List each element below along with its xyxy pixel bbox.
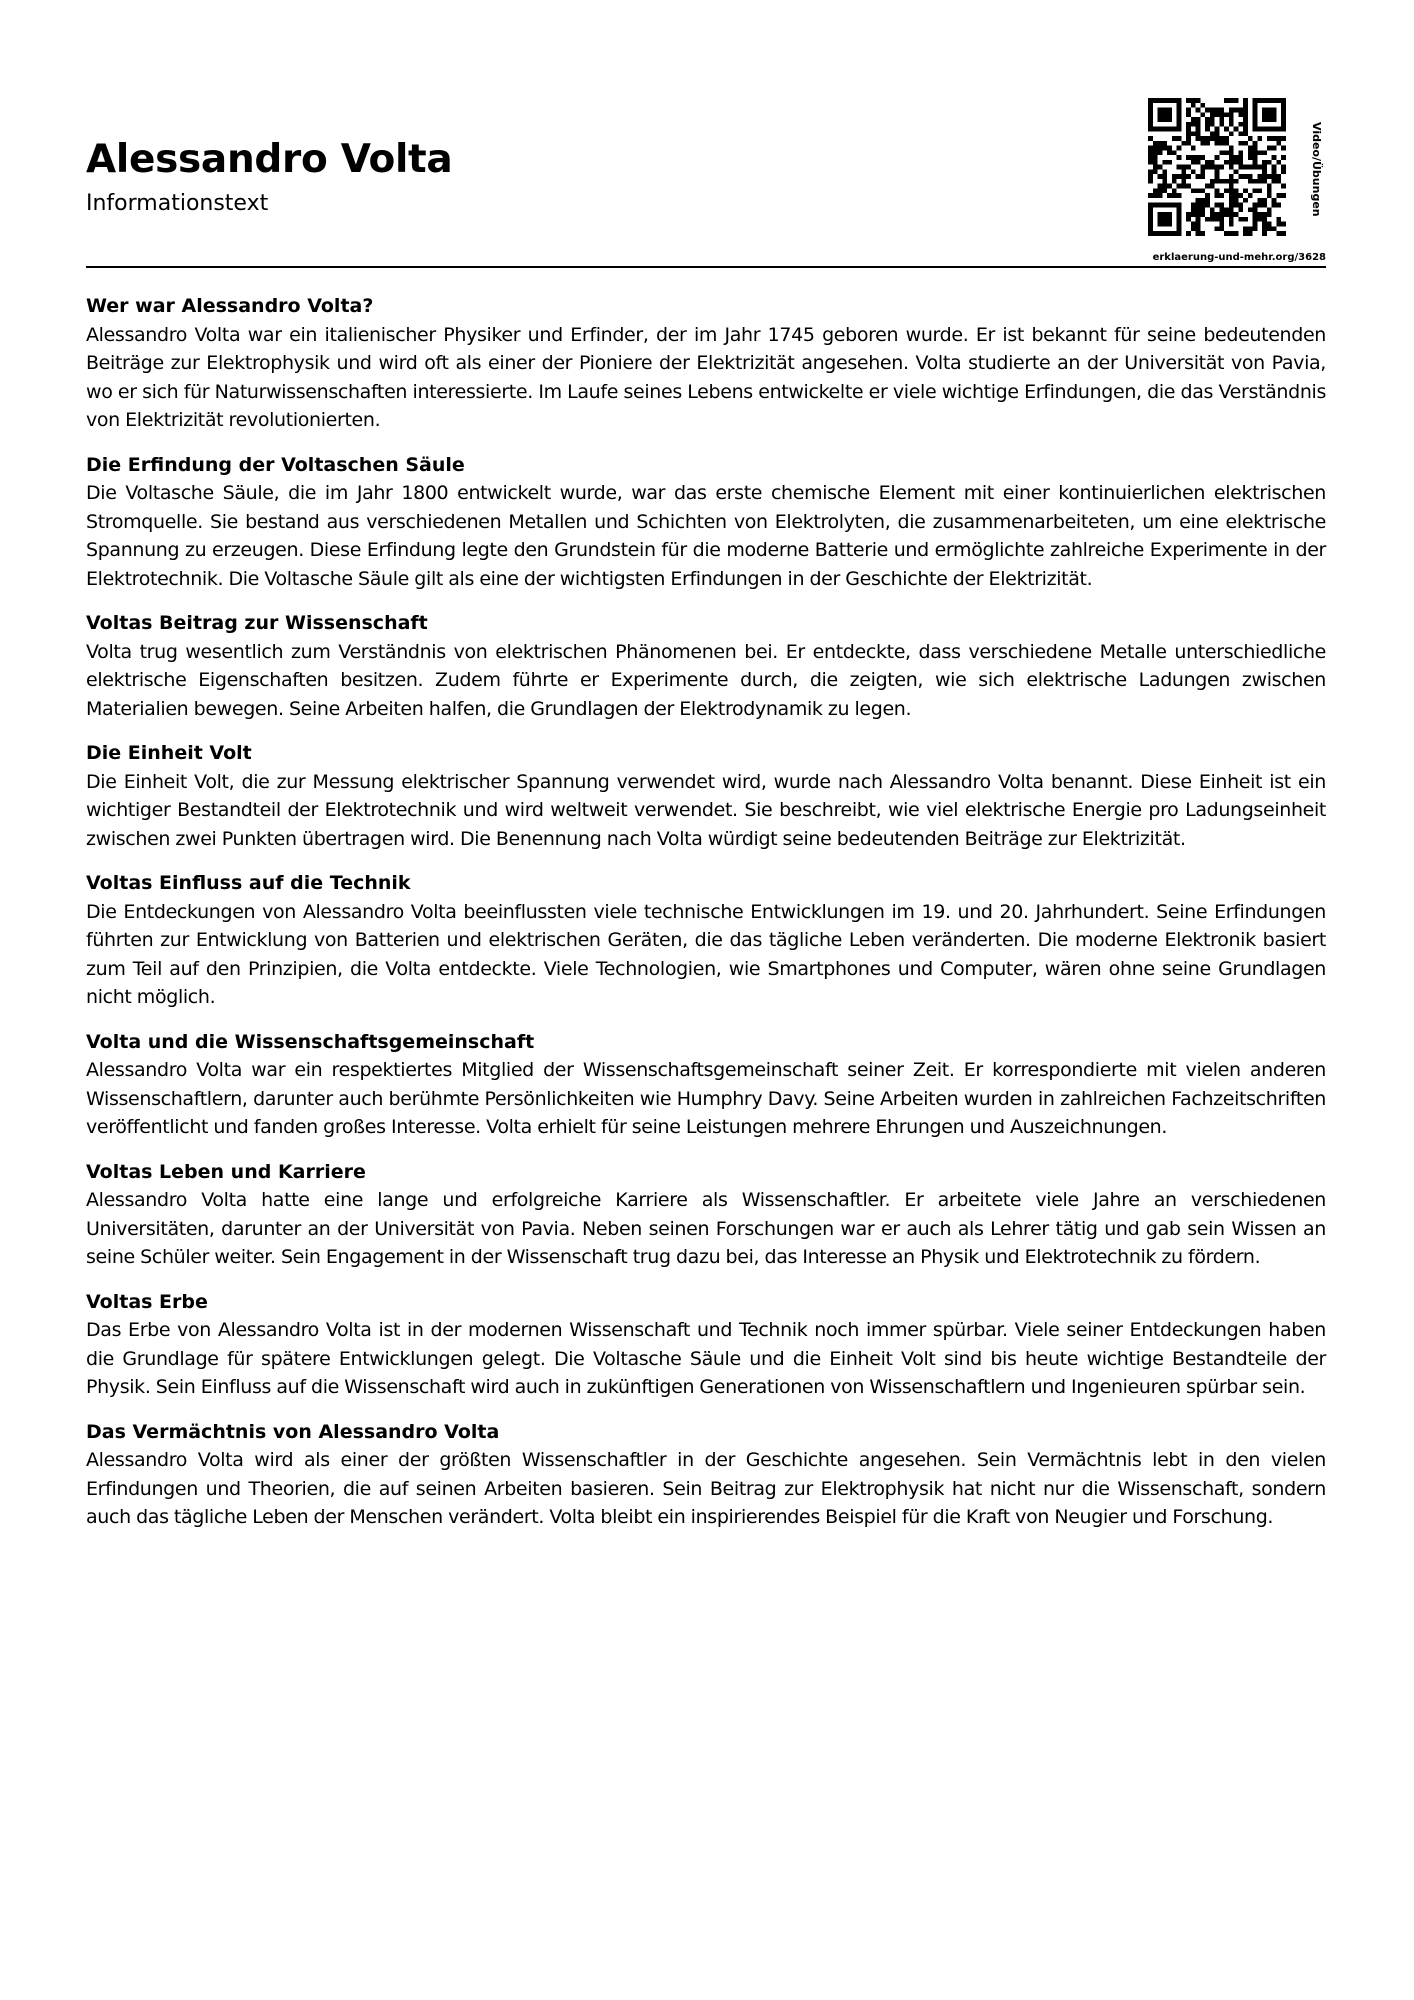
section-heading: Das Vermächtnis von Alessandro Volta xyxy=(86,1420,500,1443)
section-text: Die Einheit Volt, die zur Messung elektrischer Spannung verwendet wird, wurde nach Alessandro Volta benannt. Diese Einheit ist ein wichtiger Bestandteil der Elektrotechnik und wird weltweit verwendet. Sie beschreibt, wie viel elektrische Energie pro Ladungseinheit zwischen zwei Punkten übertragen wird. Die Benennung nach Volta würdigt seine bedeutenden Beiträge zur Elektrizität. xyxy=(86,770,1326,850)
section-text: Alessandro Volta war ein italienischer Physiker und Erfinder, der im Jahr 1745 geboren wurde. Er ist bekannt für seine bedeutenden Beiträge zur Elektrophysik und wird oft als einer der Pioniere der Elektrizität angesehen. Volta studierte an der Universität von Pavia, wo er sich für Naturwissenschaften interessierte. Im Laufe seines Lebens entwickelte er viele wichtige Erfindungen, die das Verständnis von Elektrizität revolutionierten. xyxy=(86,323,1326,431)
source-url[interactable]: erklaerung-und-mehr.org/3628 xyxy=(1152,252,1326,263)
section-text: Volta trug wesentlich zum Verständnis von elektrischen Phänomenen bei. Er entdeckte, dass verschiedene Metalle unterschiedliche elektrische Eigenschaften besitzen. Zudem führte er Experimente durch, die zeigten, wie sich elektrische Ladungen zwischen Materialien bewegen. Seine Arbeiten halfen, die Grundlagen der Elektrodynamik zu legen. xyxy=(86,640,1326,720)
page-title: Alessandro Volta xyxy=(86,137,453,182)
section-legacy xyxy=(86,1418,1326,1532)
page-header xyxy=(86,0,1326,268)
qr-code-graphic xyxy=(1148,98,1286,236)
section-heading: Die Einheit Volt xyxy=(86,742,252,764)
section-scientific-community xyxy=(86,1028,1326,1142)
header-divider xyxy=(86,266,1326,268)
section-text: Die Entdeckungen von Alessandro Volta beeinflussten viele technische Entwicklungen im 19. und 20. Jahrhundert. Seine Erfindungen führten zur Entwicklung von Batterien und elektrischen Geräten, die das tägliche Leben veränderten. Die moderne Elektronik basiert zum Teil auf den Prinzipien, die Volta entdeckte. Viele Technologien, wie Smartphones und Computer, wären ohne seine Grundlagen nicht möglich. xyxy=(86,900,1326,1008)
section-life-career xyxy=(86,1158,1326,1272)
info-text-body xyxy=(86,292,1326,1548)
section-influence-technology xyxy=(86,869,1326,1012)
section-heading: Voltas Einfluss auf die Technik xyxy=(86,872,411,894)
video-exercises-label: Video/Übungen xyxy=(1310,122,1323,217)
section-heading: Wer war Alessandro Volta? xyxy=(86,295,374,317)
section-heading: Die Erfindung der Voltaschen Säule xyxy=(86,453,465,476)
section-heading: Voltas Beitrag zur Wissenschaft xyxy=(86,612,428,634)
section-contribution-science xyxy=(86,609,1326,723)
section-voltaic-pile xyxy=(86,451,1326,594)
section-text: Alessandro Volta hatte eine lange und erfolgreiche Karriere als Wissenschaftler. Er arbeitete viele Jahre an verschiedenen Universitäten, darunter an der Universität von Pavia. Neben seinen Forschungen war er auch als Lehrer tätig und gab sein Wissen an seine Schüler weiter. Sein Engagement in der Wissenschaft trug dazu bei, das Interesse an Physik und Elektrotechnik zu fördern. xyxy=(86,1189,1326,1268)
qr-code-icon[interactable] xyxy=(1148,98,1286,236)
section-heading: Voltas Leben und Karriere xyxy=(86,1160,366,1183)
section-heading: Voltas Erbe xyxy=(86,1290,208,1313)
section-unit-volt xyxy=(86,739,1326,853)
page-subtitle: Informationstext xyxy=(86,191,269,216)
section-text: Alessandro Volta war ein respektiertes Mitglied der Wissenschaftsgemeinschaft seiner Zeit. Er korrespondierte mit vielen anderen Wissenschaftlern, darunter auch berühmte Persönlichkeiten wie Humphry Davy. Seine Arbeiten wurden in zahlreichen Fachzeitschriften veröffentlicht und fanden großes Interesse. Volta erhielt für seine Leistungen mehrere Ehrungen und Auszeichnungen. xyxy=(86,1059,1326,1138)
section-text: Die Voltasche Säule, die im Jahr 1800 entwickelt wurde, war das erste chemische Element mit einer kontinuierlichen elektrischen Stromquelle. Sie bestand aus verschiedenen Metallen und Schichten von Elektrolyten, die zusammenarbeiteten, um eine elektrische Spannung zu erzeugen. Diese Erfindung legte den Grundstein für die moderne Batterie und ermöglichte zahlreiche Experimente in der Elektrotechnik. Die Voltasche Säule gilt als eine der wichtigsten Erfindungen in der Geschichte der Elektrizität. xyxy=(86,482,1326,590)
section-text: Das Erbe von Alessandro Volta ist in der modernen Wissenschaft und Technik noch immer spürbar. Viele seiner Entdeckungen haben die Grundlage für spätere Entwicklungen gelegt. Die Voltasche Säule und die Einheit Volt sind bis heute wichtige Bestandteile der Physik. Sein Einfluss auf die Wissenschaft wird auch in zukünftigen Generationen von Wissenschaftlern und Ingenieuren spürbar sein. xyxy=(86,1319,1326,1398)
section-who-was-volta xyxy=(86,292,1326,435)
section-text: Alessandro Volta wird als einer der größten Wissenschaftler in der Geschichte angesehen. Sein Vermächtnis lebt in den vielen Erfindungen und Theorien, die auf seinen Arbeiten basieren. Sein Beitrag zur Elektrophysik hat nicht nur die Wissenschaft, sondern auch das tägliche Leben der Menschen verändert. Volta bleibt ein inspirierendes Beispiel für die Kraft von Neugier und Forschung. xyxy=(86,1449,1326,1528)
section-heritage xyxy=(86,1288,1326,1402)
section-heading: Volta und die Wissenschaftsgemeinschaft xyxy=(86,1030,535,1053)
